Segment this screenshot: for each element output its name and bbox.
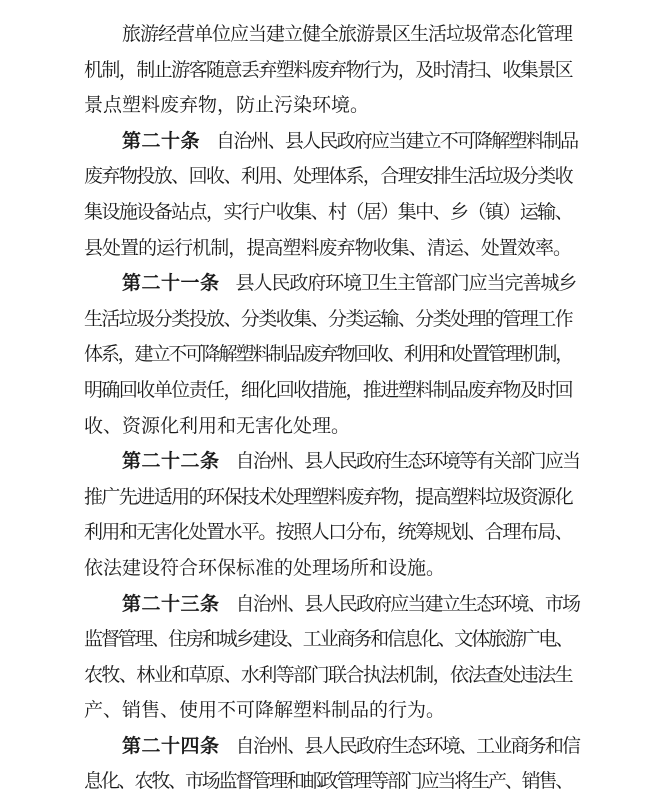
article-text: 自治州、县人民政府生态环境、工业商务和信 xyxy=(235,734,580,757)
article-23-heading-line xyxy=(84,587,580,623)
paragraph-line: 明确回收单位责任，细化回收措施，推进塑料制品废弃物及时回 xyxy=(84,378,572,401)
article-21-heading-line xyxy=(84,266,577,302)
article-number: 第二十一条 xyxy=(122,272,220,295)
paragraph-line: 县处置的运行机制，提高塑料废弃物收集、清运、处置效率。 xyxy=(84,236,572,259)
paragraph-line: 废弃物投放、回收、利用、处理体系，合理安排生活垃圾分类收 xyxy=(84,165,572,188)
paragraph-line: 推广先进适用的环保技术处理塑料废弃物，提高塑料垃圾资源化 xyxy=(84,485,572,508)
paragraph-line: 旅游经营单位应当建立健全旅游景区生活垃圾常态化管理 xyxy=(122,23,572,45)
paragraph-line: 生活垃圾分类投放、分类收集、分类运输、分类处理的管理工作 xyxy=(84,307,572,330)
article-20-heading-line xyxy=(84,124,578,160)
paragraph-line: 体系，建立不可降解塑料制品废弃物回收、利用和处置管理机制， xyxy=(84,343,572,366)
article-text: 自治州、县人民政府生态环境等有关部门应当 xyxy=(235,450,580,473)
article-text: 自治州、县人民政府应当建立生态环境、市场 xyxy=(235,592,580,615)
paragraph-line: 利用和无害化处置水平。按照人口分布，统筹规划、合理布局、 xyxy=(84,521,572,544)
article-number: 第二十二条 xyxy=(122,450,220,473)
paragraph-line: 农牧、林业和草原、水利等部门联合执法机制，依法查处违法生 xyxy=(84,663,572,686)
article-number: 第二十三条 xyxy=(122,592,220,615)
paragraph-line: 息化、农牧、市场监督管理和邮政管理等部门应当将生产、销售、 xyxy=(84,770,572,793)
paragraph-line: 监督管理、住房和城乡建设、工业商务和信息化、文体旅游广电、 xyxy=(84,628,572,651)
paragraph-line: 产、销售、使用不可降解塑料制品的行为。 xyxy=(84,699,446,722)
article-text: 自治州、县人民政府应当建立不可降解塑料制品 xyxy=(216,129,578,152)
article-22-heading-line xyxy=(84,444,580,480)
article-number: 第二十四条 xyxy=(122,734,220,757)
paragraph-line: 景点塑料废弃物，防止污染环境。 xyxy=(84,94,370,117)
article-number: 第二十条 xyxy=(122,129,201,152)
article-text: 县人民政府环境卫生主管部门应当完善城乡 xyxy=(235,272,577,295)
paragraph-line: 集设施设备站点，实行户收集、村（居）集中、乡（镇）运输、 xyxy=(84,200,572,223)
paragraph-line: 机制，制止游客随意丢弃塑料废弃物行为，及时清扫、收集景区 xyxy=(84,58,572,81)
article-24-heading-line xyxy=(84,729,580,765)
regulation-text xyxy=(84,17,580,800)
paragraph-line: 依法建设符合环保标准的处理场所和设施。 xyxy=(84,556,446,579)
paragraph-line: 收、资源化利用和无害化处理。 xyxy=(84,414,351,437)
